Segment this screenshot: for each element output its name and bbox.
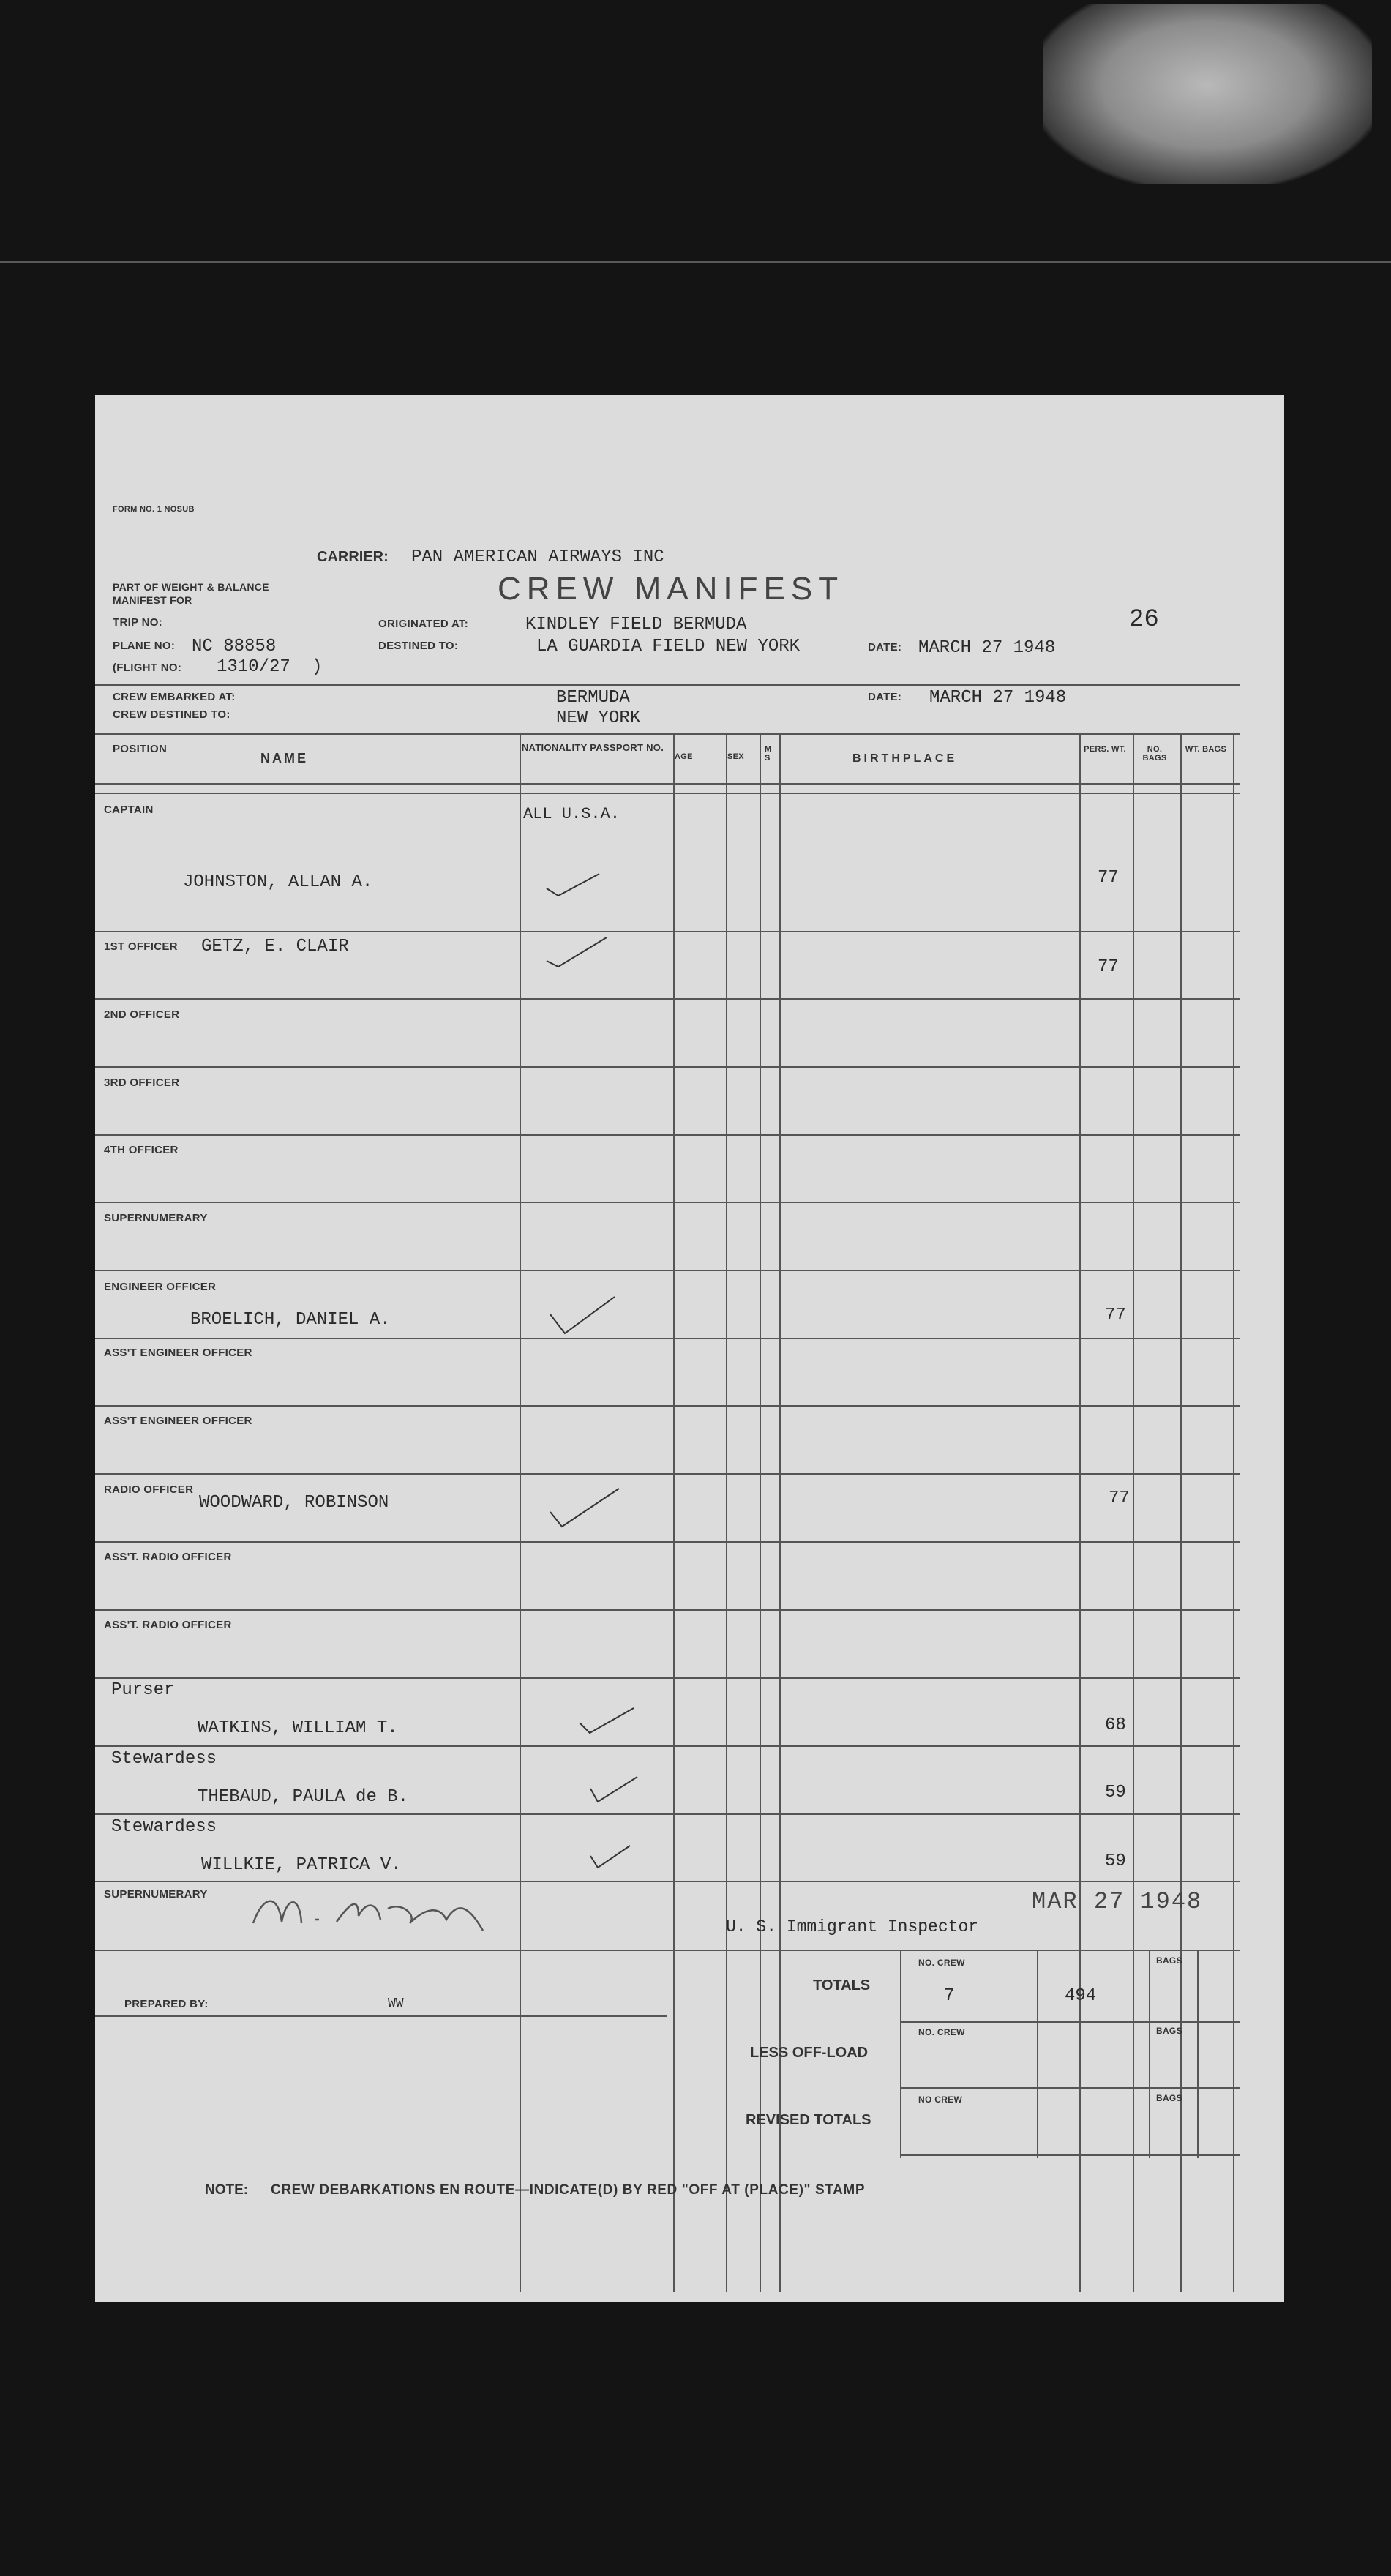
col-pers-wt: PERS. WT. <box>1084 745 1126 754</box>
rule <box>95 1950 1240 1951</box>
originated-value: KINDLEY FIELD BERMUDA <box>525 615 747 634</box>
supernumerary-label: SUPERNUMERARY <box>104 1888 208 1901</box>
flight-no-label: (FLIGHT NO: <box>113 662 182 674</box>
row-name: JOHNSTON, ALLAN A. <box>183 872 373 892</box>
date-stamp: MAR 27 1948 <box>1032 1888 1203 1915</box>
plane-no-value: NC 88858 <box>192 637 277 656</box>
note-text: CREW DEBARKATIONS EN ROUTE—INDICATE(D) BY RED "OFF AT (PLACE)" STAMP <box>271 2182 866 2198</box>
row-rule <box>95 1881 1240 1882</box>
row-name: WATKINS, WILLIAM T. <box>198 1718 398 1738</box>
checkmark-icon <box>549 1486 622 1530</box>
page-number: 26 <box>1129 606 1159 634</box>
checkmark-icon <box>549 1294 618 1338</box>
col-no-bags: NO. BAGS <box>1142 745 1167 763</box>
trip-no-label: TRIP NO: <box>113 616 162 629</box>
rule <box>95 2015 667 2017</box>
part-of-label: PART OF WEIGHT & BALANCE <box>113 581 269 593</box>
row-rule <box>95 1134 1240 1136</box>
row-rule <box>95 1677 1240 1679</box>
row-weight: 68 <box>1105 1715 1126 1735</box>
totals-rule <box>900 2021 1240 2023</box>
row-name: WOODWARD, ROBINSON <box>199 1493 389 1513</box>
row-position: 4TH OFFICER <box>104 1144 179 1156</box>
col-divider <box>1233 733 1234 2292</box>
totals-label: TOTALS <box>813 1977 871 1993</box>
col-position: POSITION <box>113 743 168 755</box>
col-wt-bags: WT. BAGS <box>1185 745 1227 754</box>
flight-no-close: ) <box>312 657 323 677</box>
carrier-label: CARRIER: <box>317 549 389 565</box>
row-weight: 59 <box>1105 1783 1126 1802</box>
row-rule <box>95 1405 1240 1407</box>
totals-divider <box>1197 1950 1199 2158</box>
row-position: 2ND OFFICER <box>104 1008 180 1021</box>
checkmark-icon <box>589 1774 640 1807</box>
col-divider <box>673 733 675 2292</box>
totals-divider <box>1149 1950 1150 2158</box>
manifest-for-label: MANIFEST FOR <box>113 594 192 606</box>
date2-label: DATE: <box>868 691 902 703</box>
no-crew-label: NO. CREW <box>918 1958 965 1968</box>
row-position: ENGINEER OFFICER <box>104 1281 217 1293</box>
row-rule <box>95 1609 1240 1611</box>
manifest-sheet <box>95 395 1284 2302</box>
row-position: ASS'T. RADIO OFFICER <box>104 1551 232 1563</box>
torn-paper-fragment <box>1043 4 1372 184</box>
col-sex: SEX <box>727 752 744 761</box>
row-position: Purser <box>111 1680 175 1700</box>
col-divider <box>726 733 727 2292</box>
rule <box>95 783 1240 785</box>
rule <box>95 733 1240 735</box>
row-rule <box>95 1066 1240 1068</box>
col-age: AGE <box>675 752 693 761</box>
date-value: MARCH 27 1948 <box>918 638 1056 658</box>
less-offload-label: LESS OFF-LOAD <box>750 2045 869 2061</box>
film-edge-line <box>0 261 1391 263</box>
col-divider <box>1133 733 1134 2292</box>
carrier-value: PAN AMERICAN AIRWAYS INC <box>411 547 664 567</box>
col-divider <box>1079 733 1081 2292</box>
row-position: RADIO OFFICER <box>104 1483 194 1496</box>
checkmark-icon <box>545 933 611 970</box>
nationality-note: ALL U.S.A. <box>523 805 620 823</box>
totals-divider <box>1037 1950 1038 2158</box>
note-label: NOTE: <box>205 2182 249 2198</box>
row-weight: 59 <box>1105 1852 1126 1871</box>
row-weight: 77 <box>1105 1306 1126 1325</box>
originated-label: ORIGINATED AT: <box>378 618 469 630</box>
col-name: NAME <box>260 751 308 765</box>
prepared-by-label: PREPARED BY: <box>124 1998 209 2010</box>
inspector-signature <box>249 1887 490 1938</box>
row-position: 1ST OFFICER <box>104 940 178 953</box>
prepared-by-value: WW <box>388 1996 404 2011</box>
no-crew-label: NO CREW <box>918 2094 963 2105</box>
crew-total: 7 <box>944 1986 955 2006</box>
crew-destined-value: NEW YORK <box>556 708 641 728</box>
bags-label: BAGS <box>1156 2093 1182 2103</box>
row-position: Stewardess <box>111 1817 217 1837</box>
row-weight: 77 <box>1098 957 1119 977</box>
row-name: GETZ, E. CLAIR <box>201 937 349 956</box>
row-rule <box>95 1813 1240 1815</box>
row-position: 3RD OFFICER <box>104 1077 180 1089</box>
checkmark-icon <box>589 1843 633 1872</box>
rule <box>95 684 1240 686</box>
row-rule <box>95 1270 1240 1271</box>
date2-value: MARCH 27 1948 <box>929 688 1067 708</box>
date-label: DATE: <box>868 641 902 654</box>
page-title: CREW MANIFEST <box>498 571 844 607</box>
inspector-label: U. S. Immigrant Inspector <box>726 1917 979 1936</box>
row-rule <box>95 1338 1240 1339</box>
crew-embarked-value: BERMUDA <box>556 688 630 708</box>
row-rule <box>95 1202 1240 1203</box>
col-ms: M S <box>765 745 772 763</box>
row-position: CAPTAIN <box>104 804 154 816</box>
col-birthplace: BIRTHPLACE <box>852 752 958 765</box>
no-crew-label: NO. CREW <box>918 2027 965 2037</box>
flight-no-value: 1310/27 <box>217 657 290 677</box>
row-rule <box>95 1473 1240 1475</box>
row-name: WILLKIE, PATRICA V. <box>201 1855 402 1875</box>
row-rule <box>95 1745 1240 1747</box>
totals-rule <box>900 2154 1240 2156</box>
destined-value: LA GUARDIA FIELD NEW YORK <box>536 637 801 656</box>
totals-rule <box>900 2087 1240 2089</box>
rule <box>95 793 1240 794</box>
totals-divider <box>900 1950 901 2158</box>
row-rule <box>95 931 1240 932</box>
row-position: ASS'T ENGINEER OFFICER <box>104 1347 252 1359</box>
revised-totals-label: REVISED TOTALS <box>746 2112 871 2128</box>
weight-total: 494 <box>1065 1986 1097 2006</box>
row-name: THEBAUD, PAULA de B. <box>198 1787 409 1807</box>
crew-destined-label: CREW DESTINED TO: <box>113 708 230 721</box>
row-rule <box>95 998 1240 1000</box>
destined-label: DESTINED TO: <box>378 640 459 652</box>
col-nationality: NATIONALITY PASSPORT NO. <box>521 742 664 753</box>
row-weight: 77 <box>1098 868 1119 888</box>
row-position: Stewardess <box>111 1749 217 1769</box>
form-number: FORM NO. 1 NOSUB <box>113 505 195 514</box>
bags-label: BAGS <box>1156 2026 1182 2036</box>
row-name: BROELICH, DANIEL A. <box>190 1310 391 1330</box>
row-weight: 77 <box>1109 1489 1130 1508</box>
bags-label: BAGS <box>1156 1955 1182 1966</box>
col-divider <box>520 733 521 2292</box>
row-position: SUPERNUMERARY <box>104 1212 208 1224</box>
crew-embarked-label: CREW EMBARKED AT: <box>113 691 236 703</box>
plane-no-label: PLANE NO: <box>113 640 176 652</box>
col-divider <box>1180 733 1182 2292</box>
checkmark-icon <box>545 871 604 900</box>
row-rule <box>95 1541 1240 1543</box>
row-position: ASS'T ENGINEER OFFICER <box>104 1415 252 1427</box>
checkmark-icon <box>578 1705 637 1738</box>
row-position: ASS'T. RADIO OFFICER <box>104 1619 232 1631</box>
